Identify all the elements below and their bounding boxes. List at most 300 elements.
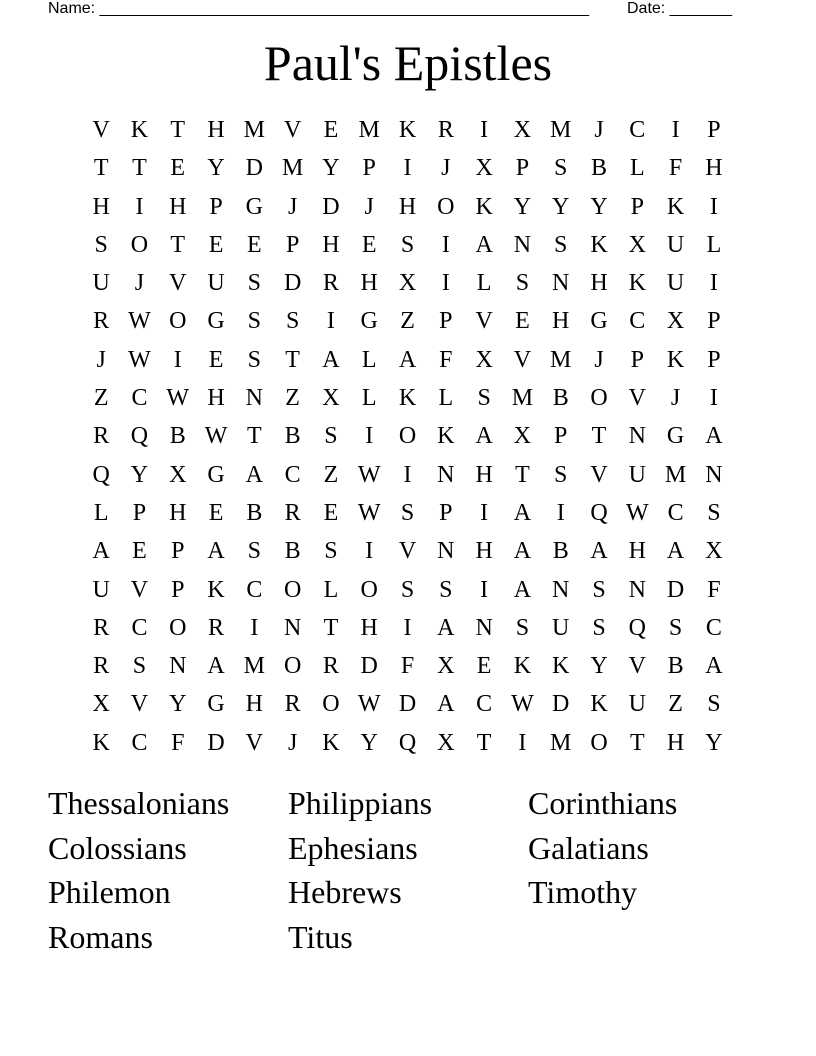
grid-cell[interactable]: K: [513, 653, 532, 680]
grid-cell[interactable]: X: [628, 231, 646, 258]
grid-cell[interactable]: N: [513, 231, 532, 258]
grid-cell[interactable]: B: [667, 653, 684, 680]
grid-cell[interactable]: T: [170, 231, 186, 258]
grid-cell[interactable]: Z: [323, 461, 339, 488]
grid-cell[interactable]: E: [208, 346, 224, 373]
grid-cell[interactable]: G: [207, 461, 225, 488]
grid-cell[interactable]: X: [475, 346, 493, 373]
grid-cell[interactable]: H: [322, 231, 340, 258]
grid-cell[interactable]: A: [705, 423, 723, 450]
grid-cell[interactable]: H: [207, 117, 225, 143]
word-list: [48, 781, 768, 960]
grid-cell[interactable]: O: [437, 193, 455, 220]
grid-cell[interactable]: F: [707, 576, 721, 603]
grid-cell[interactable]: S: [554, 231, 568, 258]
grid-cell[interactable]: X: [705, 538, 723, 565]
grid-cell[interactable]: N: [437, 461, 455, 488]
grid-cell[interactable]: X: [322, 385, 340, 412]
grid-cell[interactable]: I: [403, 614, 412, 641]
grid-cell[interactable]: S: [247, 270, 262, 297]
grid-cell[interactable]: S: [285, 308, 300, 335]
grid-cell[interactable]: D: [398, 691, 417, 718]
grid-cell[interactable]: J: [287, 193, 298, 220]
grid-cell[interactable]: S: [324, 538, 338, 565]
grid-cell[interactable]: U: [628, 461, 646, 488]
grid-row: [82, 609, 733, 647]
grid-cell[interactable]: S: [247, 538, 262, 565]
grid-cell[interactable]: V: [628, 385, 646, 412]
grid-cell[interactable]: S: [247, 308, 262, 335]
grid-cell[interactable]: G: [590, 308, 608, 335]
grid-cell[interactable]: D: [322, 193, 340, 220]
grid-cell[interactable]: H: [207, 385, 225, 412]
grid-cell[interactable]: K: [207, 576, 225, 603]
grid-cell[interactable]: M: [281, 155, 304, 182]
grid-cell[interactable]: J: [96, 346, 106, 373]
grid-cell[interactable]: C: [131, 729, 148, 756]
grid-cell[interactable]: E: [323, 499, 339, 526]
grid-cell[interactable]: I: [441, 231, 450, 258]
grid-cell[interactable]: C: [629, 117, 646, 143]
grid-cell[interactable]: Q: [92, 461, 110, 488]
grid-cell[interactable]: R: [322, 270, 339, 297]
grid-cell[interactable]: P: [707, 308, 721, 335]
grid-cell[interactable]: V: [130, 691, 149, 718]
grid-cell[interactable]: U: [92, 576, 110, 603]
grid-cell[interactable]: A: [207, 538, 225, 565]
grid-cell[interactable]: U: [628, 691, 646, 718]
grid-cell[interactable]: A: [513, 538, 532, 565]
grid-cell[interactable]: N: [705, 461, 723, 488]
grid-cell[interactable]: I: [135, 193, 144, 220]
grid-cell[interactable]: O: [283, 576, 302, 603]
grid-cell[interactable]: F: [171, 729, 185, 756]
grid-cell[interactable]: W: [204, 423, 228, 450]
grid-cell[interactable]: R: [437, 117, 454, 143]
grid-cell[interactable]: W: [128, 308, 151, 335]
grid-cell[interactable]: S: [707, 499, 721, 526]
grid-cell[interactable]: G: [207, 308, 225, 335]
grid-cell[interactable]: J: [441, 155, 451, 182]
grid-cell[interactable]: M: [550, 346, 572, 373]
grid-cell[interactable]: P: [209, 193, 223, 220]
grid-cell[interactable]: C: [629, 308, 646, 335]
grid-cell[interactable]: O: [360, 576, 378, 603]
grid-cell[interactable]: E: [208, 499, 224, 526]
grid-cell[interactable]: R: [93, 614, 110, 641]
grid-cell[interactable]: A: [475, 423, 493, 450]
grid-cell[interactable]: W: [511, 691, 534, 718]
grid-cell[interactable]: W: [128, 346, 151, 373]
grid-cell[interactable]: R: [322, 653, 339, 680]
grid-cell[interactable]: X: [437, 729, 455, 756]
grid-cell[interactable]: L: [93, 499, 109, 526]
grid-cell[interactable]: N: [283, 614, 302, 641]
grid-cell[interactable]: R: [284, 691, 301, 718]
grid-cell[interactable]: Q: [398, 729, 417, 756]
grid-cell[interactable]: B: [552, 385, 569, 412]
grid-cell[interactable]: S: [707, 691, 721, 718]
grid-cell[interactable]: W: [166, 385, 190, 412]
grid-cell[interactable]: K: [92, 729, 110, 756]
grid-cell[interactable]: H: [705, 155, 723, 182]
grid-cell[interactable]: T: [247, 423, 262, 450]
grid-cell[interactable]: P: [707, 346, 721, 373]
word-list-item: Ephesians: [288, 829, 418, 866]
grid-cell[interactable]: I: [403, 461, 412, 488]
grid-cell[interactable]: K: [666, 346, 685, 373]
grid-cell[interactable]: P: [171, 576, 185, 603]
grid-cell[interactable]: H: [169, 499, 187, 526]
grid-cell[interactable]: V: [283, 117, 302, 143]
grid-cell[interactable]: H: [475, 461, 493, 488]
grid-cell[interactable]: D: [245, 155, 263, 182]
grid-cell[interactable]: Y: [322, 155, 340, 182]
grid-cell[interactable]: C: [284, 461, 301, 488]
grid-cell[interactable]: K: [475, 193, 493, 220]
grid-cell[interactable]: I: [518, 729, 527, 756]
grid-cell[interactable]: N: [475, 614, 493, 641]
grid-cell[interactable]: P: [362, 155, 376, 182]
grid-cell[interactable]: S: [400, 576, 415, 603]
grid-cell[interactable]: K: [628, 270, 646, 297]
grid-cell[interactable]: E: [515, 308, 530, 335]
grid-cell[interactable]: I: [365, 538, 374, 565]
grid-cell[interactable]: Y: [169, 691, 187, 718]
grid-cell[interactable]: R: [93, 308, 110, 335]
grid-cell[interactable]: O: [322, 691, 340, 718]
grid-cell[interactable]: H: [360, 270, 378, 297]
grid-cell[interactable]: J: [364, 193, 374, 220]
grid-cell[interactable]: B: [169, 423, 186, 450]
grid-cell[interactable]: T: [132, 155, 147, 182]
grid-cell[interactable]: T: [93, 155, 109, 182]
grid-cell[interactable]: L: [361, 385, 377, 412]
word-list-item: Hebrews: [288, 874, 402, 911]
grid-cell[interactable]: O: [283, 653, 302, 680]
grid-cell[interactable]: S: [592, 614, 606, 641]
grid-cell[interactable]: P: [630, 346, 644, 373]
grid-cell[interactable]: K: [398, 385, 417, 412]
grid-cell[interactable]: P: [515, 155, 530, 182]
grid-cell[interactable]: T: [323, 614, 339, 641]
grid-cell[interactable]: G: [245, 193, 263, 220]
grid-cell[interactable]: A: [437, 691, 455, 718]
grid-cell[interactable]: S: [515, 270, 530, 297]
grid-cell[interactable]: Y: [130, 461, 149, 488]
grid-cell[interactable]: S: [400, 499, 415, 526]
grid-cell[interactable]: B: [552, 538, 569, 565]
grid-cell[interactable]: H: [169, 193, 187, 220]
word-list-item: Thessalonians: [48, 785, 230, 821]
grid-cell[interactable]: G: [666, 423, 685, 450]
grid-cell[interactable]: A: [666, 538, 685, 565]
grid-cell[interactable]: Y: [590, 193, 608, 220]
grid-cell[interactable]: T: [591, 423, 607, 450]
grid-cell[interactable]: M: [243, 117, 265, 143]
grid-cell[interactable]: M: [243, 653, 265, 680]
grid-cell[interactable]: A: [92, 538, 110, 565]
grid-cell[interactable]: I: [671, 117, 680, 143]
grid-cell[interactable]: U: [666, 231, 685, 258]
grid-cell[interactable]: H: [552, 308, 570, 335]
grid-cell[interactable]: J: [287, 729, 298, 756]
grid-cell[interactable]: R: [208, 614, 225, 641]
grid-cell[interactable]: S: [554, 155, 568, 182]
grid-cell[interactable]: P: [707, 117, 721, 143]
grid-cell[interactable]: V: [475, 308, 493, 335]
grid-cell[interactable]: M: [358, 117, 380, 143]
grid-cell[interactable]: S: [94, 231, 108, 258]
grid-cell[interactable]: K: [590, 691, 608, 718]
grid-cell[interactable]: C: [476, 691, 493, 718]
grid-cell[interactable]: F: [400, 653, 415, 680]
grid-cell[interactable]: V: [398, 538, 417, 565]
word-list-item: Colossians: [48, 829, 187, 866]
grid-cell[interactable]: S: [592, 576, 606, 603]
grid-cell[interactable]: T: [285, 346, 300, 373]
grid-cell[interactable]: S: [439, 576, 453, 603]
grid-cell[interactable]: K: [552, 653, 570, 680]
grid-cell[interactable]: S: [247, 346, 262, 373]
grid-cell[interactable]: Y: [590, 653, 608, 680]
grid-cell[interactable]: K: [666, 193, 685, 220]
grid-cell[interactable]: M: [550, 729, 572, 756]
grid-cell[interactable]: R: [93, 653, 110, 680]
grid-cell[interactable]: F: [439, 346, 453, 373]
grid-cell[interactable]: D: [207, 729, 225, 756]
grid-cell[interactable]: P: [285, 231, 300, 258]
grid-cell[interactable]: C: [246, 576, 263, 603]
grid-cell[interactable]: P: [630, 193, 644, 220]
grid-cell[interactable]: G: [207, 691, 225, 718]
grid-cell[interactable]: K: [130, 117, 149, 143]
grid-cell[interactable]: A: [513, 499, 532, 526]
grid-cell[interactable]: X: [513, 423, 532, 450]
word-list-item: Romans: [48, 919, 153, 956]
grid-cell[interactable]: U: [207, 270, 225, 297]
grid-cell[interactable]: Q: [130, 423, 149, 450]
grid-cell[interactable]: H: [245, 691, 263, 718]
grid-cell[interactable]: S: [477, 385, 491, 412]
grid-cell[interactable]: K: [437, 423, 455, 450]
grid-cell[interactable]: O: [398, 423, 417, 450]
grid-cell[interactable]: V: [92, 117, 110, 143]
grid-cell[interactable]: H: [92, 193, 110, 220]
name-field: Name: _______________________________________________________: [48, 0, 589, 17]
grid-cell[interactable]: R: [284, 499, 301, 526]
grid-cell[interactable]: W: [357, 499, 381, 526]
grid-cell[interactable]: D: [552, 691, 570, 718]
grid-cell[interactable]: I: [326, 308, 335, 335]
grid-cell[interactable]: A: [322, 346, 340, 373]
grid-cell[interactable]: C: [131, 614, 148, 641]
grid-cell[interactable]: L: [706, 231, 722, 258]
grid-cell[interactable]: E: [247, 231, 262, 258]
grid-cell[interactable]: V: [130, 576, 149, 603]
grid-cell[interactable]: U: [92, 270, 110, 297]
grid-cell[interactable]: J: [594, 117, 604, 143]
grid-cell[interactable]: V: [245, 729, 263, 756]
grid-cell[interactable]: H: [398, 193, 417, 220]
grid-cell[interactable]: L: [438, 385, 454, 412]
grid-cell[interactable]: Y: [513, 193, 532, 220]
grid-cell[interactable]: D: [360, 653, 378, 680]
grid-cell[interactable]: O: [169, 308, 187, 335]
grid-cell[interactable]: I: [709, 385, 718, 412]
grid-cell[interactable]: Y: [552, 193, 570, 220]
grid-cell[interactable]: X: [666, 308, 685, 335]
grid-cell[interactable]: S: [400, 231, 415, 258]
grid-cell[interactable]: W: [357, 691, 381, 718]
grid-cell[interactable]: B: [284, 423, 301, 450]
grid-cell[interactable]: Q: [590, 499, 608, 526]
grid-cell[interactable]: T: [476, 729, 492, 756]
grid-cell[interactable]: M: [664, 461, 687, 488]
grid-cell[interactable]: E: [323, 117, 339, 143]
grid-cell[interactable]: Z: [93, 385, 109, 412]
grid-cell[interactable]: I: [556, 499, 565, 526]
grid-cell[interactable]: I: [403, 155, 412, 182]
grid-cell[interactable]: A: [705, 653, 723, 680]
grid-cell[interactable]: O: [590, 385, 608, 412]
grid-cell[interactable]: Q: [628, 614, 646, 641]
grid-cell[interactable]: D: [666, 576, 685, 603]
grid-cell[interactable]: C: [705, 614, 722, 641]
grid-cell[interactable]: D: [283, 270, 302, 297]
grid-cell[interactable]: X: [169, 461, 187, 488]
grid-cell[interactable]: H: [360, 614, 378, 641]
grid-cell[interactable]: T: [170, 117, 186, 143]
grid-cell[interactable]: P: [132, 499, 147, 526]
grid-cell[interactable]: V: [169, 270, 187, 297]
grid-cell[interactable]: I: [480, 576, 489, 603]
grid-cell[interactable]: P: [554, 423, 568, 450]
grid-cell[interactable]: S: [515, 614, 530, 641]
grid-cell[interactable]: N: [628, 423, 646, 450]
date-field: Date: _______: [627, 0, 732, 17]
grid-cell[interactable]: V: [590, 461, 608, 488]
grid-cell[interactable]: I: [250, 614, 259, 641]
grid-cell[interactable]: Y: [207, 155, 225, 182]
grid-cell[interactable]: A: [590, 538, 608, 565]
grid-cell[interactable]: Y: [360, 729, 378, 756]
grid-cell[interactable]: B: [591, 155, 608, 182]
grid-cell[interactable]: Z: [285, 385, 300, 412]
grid-cell[interactable]: C: [131, 385, 148, 412]
grid-cell[interactable]: S: [324, 423, 338, 450]
grid-cell[interactable]: O: [590, 729, 608, 756]
grid-cell[interactable]: T: [629, 729, 645, 756]
grid-cell[interactable]: I: [480, 499, 489, 526]
grid-cell[interactable]: J: [594, 346, 604, 373]
grid-cell[interactable]: Y: [705, 729, 723, 756]
grid-cell[interactable]: G: [360, 308, 378, 335]
grid-cell[interactable]: J: [134, 270, 145, 297]
grid-cell[interactable]: O: [130, 231, 149, 258]
grid-cell[interactable]: H: [590, 270, 608, 297]
word-list-item: Timothy: [528, 874, 638, 911]
grid-cell[interactable]: M: [511, 385, 534, 412]
grid-cell[interactable]: I: [441, 270, 450, 297]
grid-cell[interactable]: M: [550, 117, 572, 143]
grid-cell[interactable]: U: [552, 614, 570, 641]
grid-cell[interactable]: N: [552, 270, 570, 297]
grid-cell[interactable]: I: [480, 117, 489, 143]
grid-cell[interactable]: B: [284, 538, 301, 565]
grid-cell[interactable]: K: [322, 729, 340, 756]
grid-cell[interactable]: F: [668, 155, 683, 182]
grid-cell[interactable]: L: [323, 576, 339, 603]
grid-cell[interactable]: A: [398, 346, 417, 373]
grid-cell[interactable]: E: [132, 538, 147, 565]
grid-cell[interactable]: W: [625, 499, 649, 526]
grid-cell[interactable]: Z: [400, 308, 415, 335]
grid-cell[interactable]: N: [628, 576, 646, 603]
grid-cell[interactable]: A: [437, 614, 455, 641]
grid-cell[interactable]: S: [668, 614, 683, 641]
grid-cell[interactable]: U: [666, 270, 685, 297]
grid-cell[interactable]: K: [398, 117, 417, 143]
grid-cell[interactable]: C: [667, 499, 684, 526]
grid-cell[interactable]: X: [92, 691, 110, 718]
grid-cell[interactable]: X: [398, 270, 417, 297]
grid-cell[interactable]: H: [666, 729, 685, 756]
grid-cell[interactable]: A: [245, 461, 263, 488]
grid-cell[interactable]: L: [361, 346, 377, 373]
grid-cell[interactable]: H: [475, 538, 493, 565]
grid-cell[interactable]: V: [628, 653, 646, 680]
grid-cell[interactable]: W: [357, 461, 381, 488]
grid-cell[interactable]: K: [590, 231, 608, 258]
grid-cell[interactable]: S: [554, 461, 568, 488]
grid-cell[interactable]: X: [475, 155, 493, 182]
grid-cell[interactable]: P: [439, 308, 453, 335]
grid-cell[interactable]: I: [173, 346, 182, 373]
grid-cell[interactable]: B: [246, 499, 263, 526]
grid-cell[interactable]: E: [170, 155, 186, 182]
grid-cell[interactable]: E: [361, 231, 377, 258]
grid-cell[interactable]: A: [513, 576, 532, 603]
grid-cell[interactable]: R: [93, 423, 110, 450]
grid-cell[interactable]: N: [437, 538, 455, 565]
grid-cell[interactable]: E: [476, 653, 492, 680]
grid-cell[interactable]: L: [629, 155, 645, 182]
grid-cell[interactable]: H: [628, 538, 646, 565]
grid-cell[interactable]: N: [552, 576, 570, 603]
grid-cell[interactable]: I: [365, 423, 374, 450]
grid-cell[interactable]: A: [207, 653, 225, 680]
grid-cell[interactable]: X: [513, 117, 532, 143]
grid-cell[interactable]: P: [439, 499, 453, 526]
grid-cell[interactable]: J: [670, 385, 681, 412]
grid-cell[interactable]: P: [171, 538, 185, 565]
grid-cell[interactable]: E: [208, 231, 224, 258]
grid-cell[interactable]: X: [437, 653, 455, 680]
grid-cell[interactable]: A: [475, 231, 493, 258]
grid-row: [82, 532, 733, 570]
grid-cell[interactable]: Z: [668, 691, 683, 718]
grid-cell[interactable]: I: [709, 193, 718, 220]
grid-cell[interactable]: N: [169, 653, 187, 680]
grid-cell[interactable]: L: [476, 270, 492, 297]
grid-cell[interactable]: O: [169, 614, 187, 641]
grid-cell[interactable]: T: [515, 461, 530, 488]
grid-cell[interactable]: I: [709, 270, 718, 297]
grid-cell[interactable]: N: [245, 385, 263, 412]
grid-cell[interactable]: V: [513, 346, 532, 373]
grid-cell[interactable]: S: [132, 653, 147, 680]
